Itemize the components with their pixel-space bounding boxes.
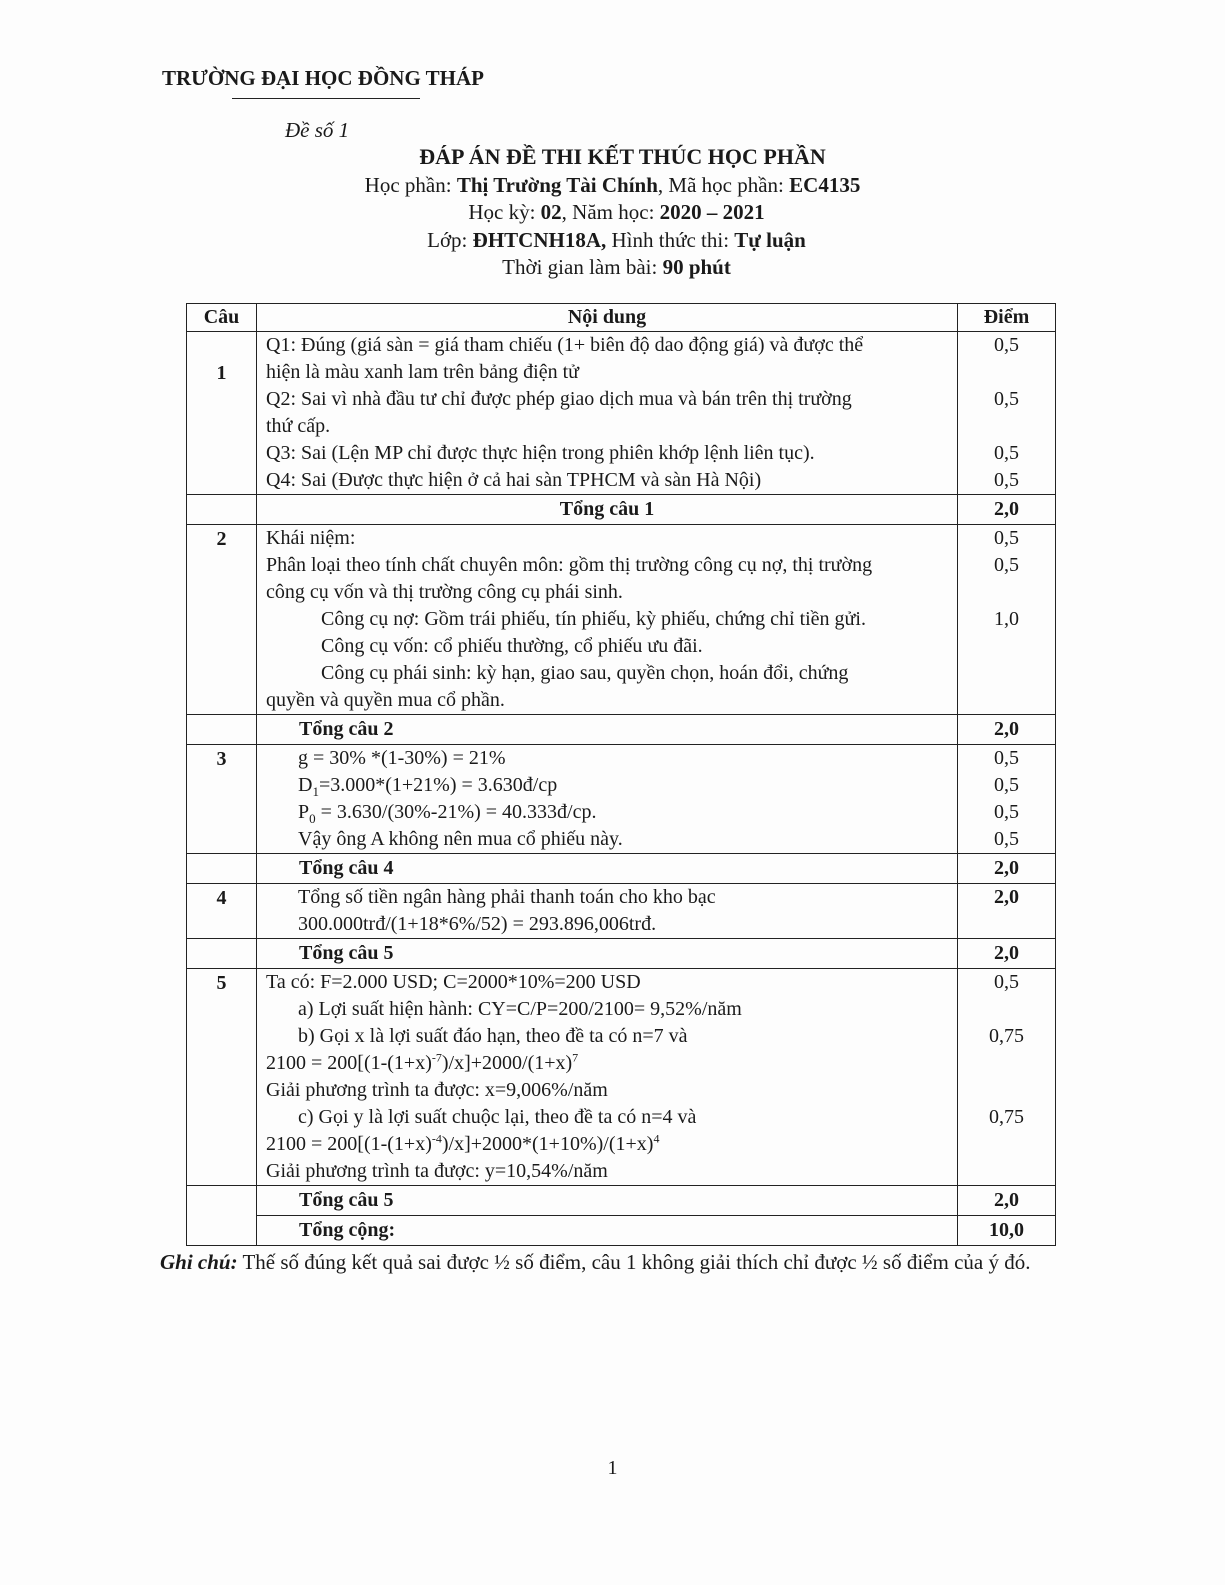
question-number: 3 <box>187 745 257 854</box>
semester-label: Học kỳ: <box>468 200 541 224</box>
question-content <box>257 745 958 854</box>
content-line: $2100 = 200[(1-(1+x)^{-4})/x]+2000*(1+10\%)/(1+x)^4$ <box>266 1131 660 1155</box>
content-line: quyền và quyền mua cổ phần. <box>266 689 505 711</box>
question-scores <box>958 332 1056 495</box>
content-line: $2100 = 200[(1-(1+x)^{-7})/x]+2000/(1+x)^7$ <box>266 1050 579 1074</box>
score-value <box>958 660 1055 687</box>
question-scores <box>958 884 1056 939</box>
year: 2020 – 2021 <box>659 200 765 224</box>
table-row <box>187 745 1056 854</box>
content-line: Công cụ phái sinh: kỳ hạn, giao sau, quyền chọn, hoán đổi, chứng <box>321 662 849 684</box>
content-line: Khái niệm: <box>266 527 356 549</box>
time-line <box>0 255 1225 280</box>
score-value: 0,5 <box>994 442 1019 464</box>
content-line: Tổng số tiền ngân hàng phải thanh toán cho kho bạc <box>298 886 716 908</box>
table-row <box>187 884 1056 939</box>
score-value: 0,5 <box>994 388 1019 410</box>
content-line: Công cụ nợ: Gồm trái phiếu, tín phiếu, kỳ phiếu, chứng chỉ tiền gửi. <box>321 608 866 630</box>
grand-total-score: 10,0 <box>958 1216 1056 1246</box>
header-content: Nội dung <box>257 304 958 332</box>
score-value: 0,5 <box>994 971 1019 993</box>
semester: 02 <box>540 200 562 224</box>
score-value <box>958 633 1055 660</box>
subtotal-row <box>187 715 1056 745</box>
table-row <box>187 332 1056 495</box>
subtotal-row <box>187 854 1056 884</box>
score-value: 0,75 <box>989 1025 1024 1047</box>
class: ĐHTCNH18A, <box>472 228 607 252</box>
content-line: Giải phương trình ta được: y=10,54%/năm <box>266 1160 608 1182</box>
content-line: Ta có: F=2.000 USD; C=2000*10%=200 USD <box>266 971 641 993</box>
subtotal-row <box>187 495 1056 525</box>
school-name: TRƯỜNG ĐẠI HỌC ĐỒNG THÁP <box>162 66 485 90</box>
score-value: 2,0 <box>994 886 1019 908</box>
subtotal-label: Tổng câu 4 <box>257 854 958 884</box>
grand-total-label: Tổng cộng: <box>257 1216 958 1246</box>
content-line: b) Gọi x là lợi suất đáo hạn, theo đề ta có n=7 và <box>298 1025 688 1047</box>
score-value <box>958 1077 1055 1104</box>
score-value: 0,75 <box>989 1106 1024 1128</box>
table-row <box>187 969 1056 1186</box>
header-score: Điểm <box>958 304 1056 332</box>
exam-form: Tự luận <box>734 228 806 252</box>
content-line: Giải phương trình ta được: x=9,006%/năm <box>266 1079 608 1101</box>
question-content <box>257 969 958 1186</box>
content-line: $D_1=3.000*(1+21\%)$ = 3.630đ/cp <box>298 774 558 799</box>
question-scores <box>958 525 1056 715</box>
exam-number: Đề số 1 <box>285 118 350 142</box>
content-line: g = 30% *(1-30%) = 21% <box>298 747 506 769</box>
content-line: 300.000trđ/(1+18*6%/52) = 293.896,006trđ. <box>298 913 657 935</box>
question-scores <box>958 745 1056 854</box>
score-value <box>958 1158 1055 1185</box>
content-line: Q1: Đúng (giá sàn = giá tham chiếu (1+ biên độ dao động giá) và được thể <box>266 334 864 356</box>
answer-table <box>186 303 1056 1246</box>
subtotal-score: 2,0 <box>958 495 1056 525</box>
content-line: a) Lợi suất hiện hành: CY=C/P=200/2100= 9,52%/năm <box>298 998 742 1020</box>
content-line: hiện là màu xanh lam trên bảng điện tử <box>266 361 579 383</box>
exam-time: 90 phút <box>662 255 731 279</box>
year-label: , Năm học: <box>561 200 660 224</box>
content-line: Vậy ông A không nên mua cổ phiếu này. <box>298 828 623 850</box>
course-code-label: , Mã học phần: <box>657 173 790 197</box>
content-line: Q3: Sai (Lện MP chỉ được thực hiện trong phiên khớp lệnh liên tục). <box>266 442 815 464</box>
score-value: 0,5 <box>994 527 1019 549</box>
content-line: công cụ vốn và thị trường công cụ phái sinh. <box>266 581 623 603</box>
score-value: 0,5 <box>994 334 1019 356</box>
score-value <box>958 1131 1055 1158</box>
subtotal-label: Tổng câu 5 <box>257 1186 958 1216</box>
subtotal-row <box>187 1186 1056 1216</box>
table-row <box>187 525 1056 715</box>
score-value <box>958 687 1055 714</box>
subtotal-score: 2,0 <box>958 939 1056 969</box>
subtotal-score: 2,0 <box>958 854 1056 884</box>
school-underline <box>232 98 420 99</box>
score-value <box>958 1050 1055 1077</box>
score-value: 0,5 <box>994 774 1019 796</box>
subtotal-score: 2,0 <box>958 715 1056 745</box>
score-value <box>958 996 1055 1023</box>
subtotal-label: Tổng câu 2 <box>257 715 958 745</box>
grading-note <box>160 1248 1070 1276</box>
content-line: $P_0 = 3.630/(30\%-21\%)$ = 40.333đ/cp. <box>298 801 597 826</box>
score-value <box>958 911 1055 938</box>
content-line: c) Gọi y là lợi suất chuộc lại, theo đề ta có n=4 và <box>298 1106 697 1128</box>
page-number: 1 <box>607 1457 618 1479</box>
score-value: 0,5 <box>994 828 1019 850</box>
content-line: Q2: Sai vì nhà đầu tư chỉ được phép giao dịch mua và bán trên thị trường <box>266 388 852 410</box>
score-value: 1,0 <box>994 608 1019 630</box>
score-value: 0,5 <box>994 554 1019 576</box>
score-value <box>958 359 1055 386</box>
score-value: 0,5 <box>994 801 1019 823</box>
content-line: Q4: Sai (Được thực hiện ở cả hai sàn TPHCM và sàn Hà Nội) <box>266 469 762 491</box>
table-header-row <box>187 304 1056 332</box>
content-line: Công cụ vốn: cổ phiếu thường, cổ phiếu ưu đãi. <box>321 635 703 657</box>
course-name: Thị Trường Tài Chính <box>456 173 658 197</box>
course-label: Học phần: <box>364 173 457 197</box>
question-number: 1 <box>187 332 257 495</box>
question-content <box>257 332 958 495</box>
time-label: Thời gian làm bài: <box>502 255 663 279</box>
question-number: 4 <box>187 884 257 939</box>
subtotal-score: 2,0 <box>958 1186 1056 1216</box>
note-label: Ghi chú: <box>160 1250 238 1274</box>
form-label: Hình thức thi: <box>606 228 735 252</box>
question-scores <box>958 969 1056 1186</box>
course-line <box>0 173 1225 198</box>
class-line <box>0 228 1225 253</box>
score-value <box>958 579 1055 606</box>
question-content <box>257 525 958 715</box>
question-number: 2 <box>187 525 257 715</box>
subtotal-label: Tổng câu 1 <box>257 495 958 525</box>
content-line: Phân loại theo tính chất chuyên môn: gồm thị trường công cụ nợ, thị trường <box>266 554 873 576</box>
question-content <box>257 884 958 939</box>
score-value: 0,5 <box>994 747 1019 769</box>
subtotal-row <box>187 939 1056 969</box>
subtotal-label: Tổng câu 5 <box>257 939 958 969</box>
score-value <box>958 413 1055 440</box>
document-title: ĐÁP ÁN ĐỀ THI KẾT THÚC HỌC PHẦN <box>419 144 826 169</box>
class-label: Lớp: <box>427 228 473 252</box>
question-number: 5 <box>187 969 257 1186</box>
course-code: EC4135 <box>789 173 861 197</box>
score-value: 0,5 <box>994 469 1019 491</box>
content-line: thứ cấp. <box>266 415 331 437</box>
header-question: Câu <box>187 304 257 332</box>
grand-total-row <box>187 1216 1056 1246</box>
note-text: Thế số đúng kết quả sai được ½ số điểm, câu 1 không giải thích chỉ được ½ số điểm của ý đó. <box>237 1250 1031 1274</box>
semester-line <box>0 200 1225 225</box>
